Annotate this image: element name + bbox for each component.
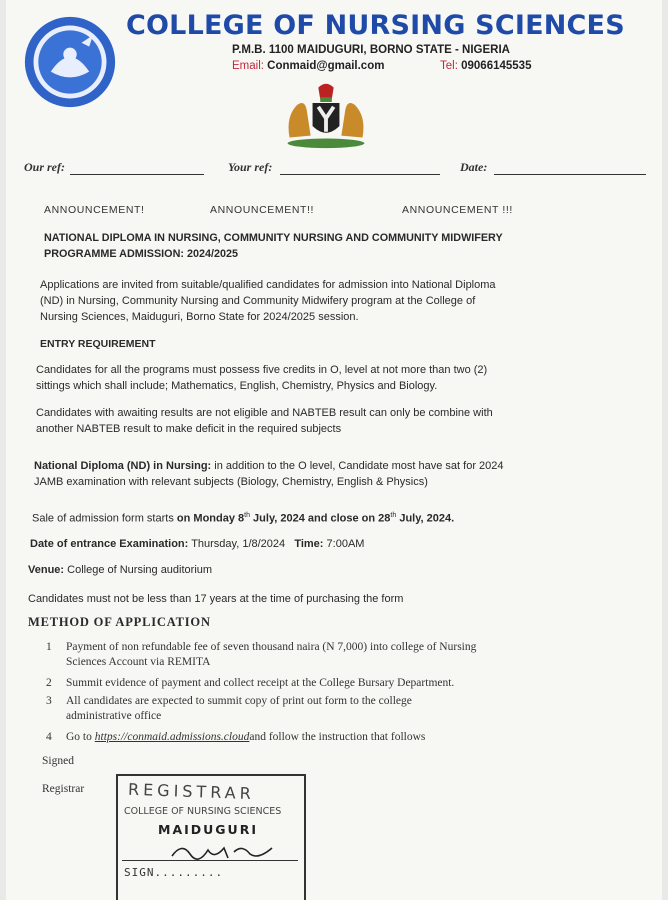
college-address: P.M.B. 1100 MAIDUGURI, BORNO STATE - NIGERIA xyxy=(232,44,510,56)
method-item-1-num: 1 xyxy=(46,641,52,653)
method-item-4-post: and follow the instruction that follows xyxy=(249,731,426,743)
exam-time-label: Time: xyxy=(294,538,324,550)
stamp-signature-line xyxy=(122,860,298,861)
registrar-label: Registrar xyxy=(42,783,85,795)
method-item-3 xyxy=(46,694,412,724)
entry-p1-line1: Candidates for all the programs must possess five credits in O, level at not more than two (2) xyxy=(36,364,488,376)
intro-line2: (ND) in Nursing, Community Nursing and Community Midwifery program at the College of xyxy=(40,295,476,307)
email-line xyxy=(232,60,384,72)
programme-heading-line1: NATIONAL DIPLOMA IN NURSING, COMMUNITY NURSING AND COMMUNITY MIDWIFERY xyxy=(44,232,503,244)
method-item-4-num: 4 xyxy=(46,731,52,743)
method-item-1-line2: Sciences Account via REMITA xyxy=(66,656,211,668)
nd-text: in addition to the O level, Candidate most have sat for 2024 xyxy=(214,460,504,472)
nd-requirement-line2: JAMB examination with relevant subjects (Biology, Chemistry, English & Physics) xyxy=(34,476,428,488)
your-ref-label: Your ref: xyxy=(228,160,273,174)
method-item-3-line2: administrative office xyxy=(66,710,162,722)
stamp-sign-line: SIGN......... xyxy=(124,866,224,879)
admission-portal-link[interactable]: https://conmaid.admissions.cloud xyxy=(94,731,250,743)
method-item-1-line1: Payment of non refundable fee of seven thousand naira (N 7,000) into college of Nursing xyxy=(66,641,477,653)
method-heading: METHOD OF APPLICATION xyxy=(28,615,211,629)
entry-requirement-heading: ENTRY REQUIREMENT xyxy=(40,338,156,350)
document-page xyxy=(6,0,662,900)
announcement-1: ANNOUNCEMENT! xyxy=(44,204,145,216)
college-name: COLLEGE OF NURSING SCIENCES xyxy=(126,10,625,41)
date-label: Date: xyxy=(460,160,488,174)
programme-heading-line2: PROGRAMME ADMISSION: 2024/2025 xyxy=(44,248,238,260)
intro-line1: Applications are invited from suitable/qualified candidates for admission into National Diploma xyxy=(40,279,496,291)
exam-label: Date of entrance Examination: xyxy=(30,538,189,550)
method-item-4 xyxy=(46,730,426,745)
method-item-2-num: 2 xyxy=(46,677,52,689)
our-ref-label: Our ref: xyxy=(24,160,65,174)
tel-value: 09066145535 xyxy=(461,60,532,72)
exam-time: 7:00AM xyxy=(326,538,365,550)
intro-line3: Nursing Sciences, Maiduguri, Borno State for 2024/2025 session. xyxy=(40,311,359,323)
our-ref-line xyxy=(70,174,204,175)
sale-mid: July, 2024 and close on 28 xyxy=(253,512,391,525)
stamp-title: REGISTRAR xyxy=(127,779,256,804)
method-item-1 xyxy=(46,640,477,670)
age-note: Candidates must not be less than 17 years at the time of purchasing the form xyxy=(28,593,404,605)
method-item-4-pre: Go to xyxy=(66,731,92,743)
entry-p1-line2: sittings which shall include; Mathematics, English, Chemistry, Physics and Biology. xyxy=(36,380,438,392)
announcement-2: ANNOUNCEMENT!! xyxy=(210,204,315,216)
registrar-stamp xyxy=(116,774,306,900)
coat-of-arms-icon xyxy=(278,78,374,150)
venue-label: Venue: xyxy=(28,564,65,576)
email-value: Conmaid@gmail.com xyxy=(267,60,385,72)
method-item-3-line1: All candidates are expected to summit copy of print out form to the college xyxy=(66,695,412,707)
sale-end-sup: th xyxy=(390,512,397,519)
venue-line xyxy=(28,562,212,578)
entry-p2-line2: another NABTEB result to make deficit in the required subjects xyxy=(36,423,342,435)
entry-p2-line1: Candidates with awaiting results are not eligible and NABTEB result can only be combine with xyxy=(36,407,493,419)
tel-label: Tel: xyxy=(440,60,458,72)
your-ref-line xyxy=(280,174,440,175)
method-item-2-line1: Summit evidence of payment and collect receipt at the College Bursary Department. xyxy=(66,677,455,689)
nd-requirement-line1 xyxy=(34,458,504,474)
sale-end: July, 2024. xyxy=(399,512,455,525)
sale-prefix: Sale of admission form starts xyxy=(32,512,174,525)
signed-label: Signed xyxy=(42,755,74,767)
stamp-city: MAIDUGURI xyxy=(158,822,258,837)
method-item-2 xyxy=(46,676,455,691)
college-seal-icon xyxy=(22,14,118,110)
exam-date: Thursday, 1/8/2024 xyxy=(191,538,286,550)
nd-label: National Diploma (ND) in Nursing: xyxy=(34,460,212,472)
sale-dates xyxy=(32,508,454,527)
exam-date-line xyxy=(30,536,364,552)
venue-value: College of Nursing auditorium xyxy=(67,564,213,576)
method-item-3-num: 3 xyxy=(46,695,52,707)
sale-start: on Monday 8 xyxy=(176,512,245,525)
tel-line xyxy=(440,60,531,72)
announcement-3: ANNOUNCEMENT !!! xyxy=(402,204,513,216)
stamp-college: COLLEGE OF NURSING SCIENCES xyxy=(124,806,282,817)
email-label: Email: xyxy=(232,60,264,72)
sale-start-sup: th xyxy=(244,512,250,519)
reference-line xyxy=(24,160,650,184)
date-line xyxy=(494,174,646,175)
